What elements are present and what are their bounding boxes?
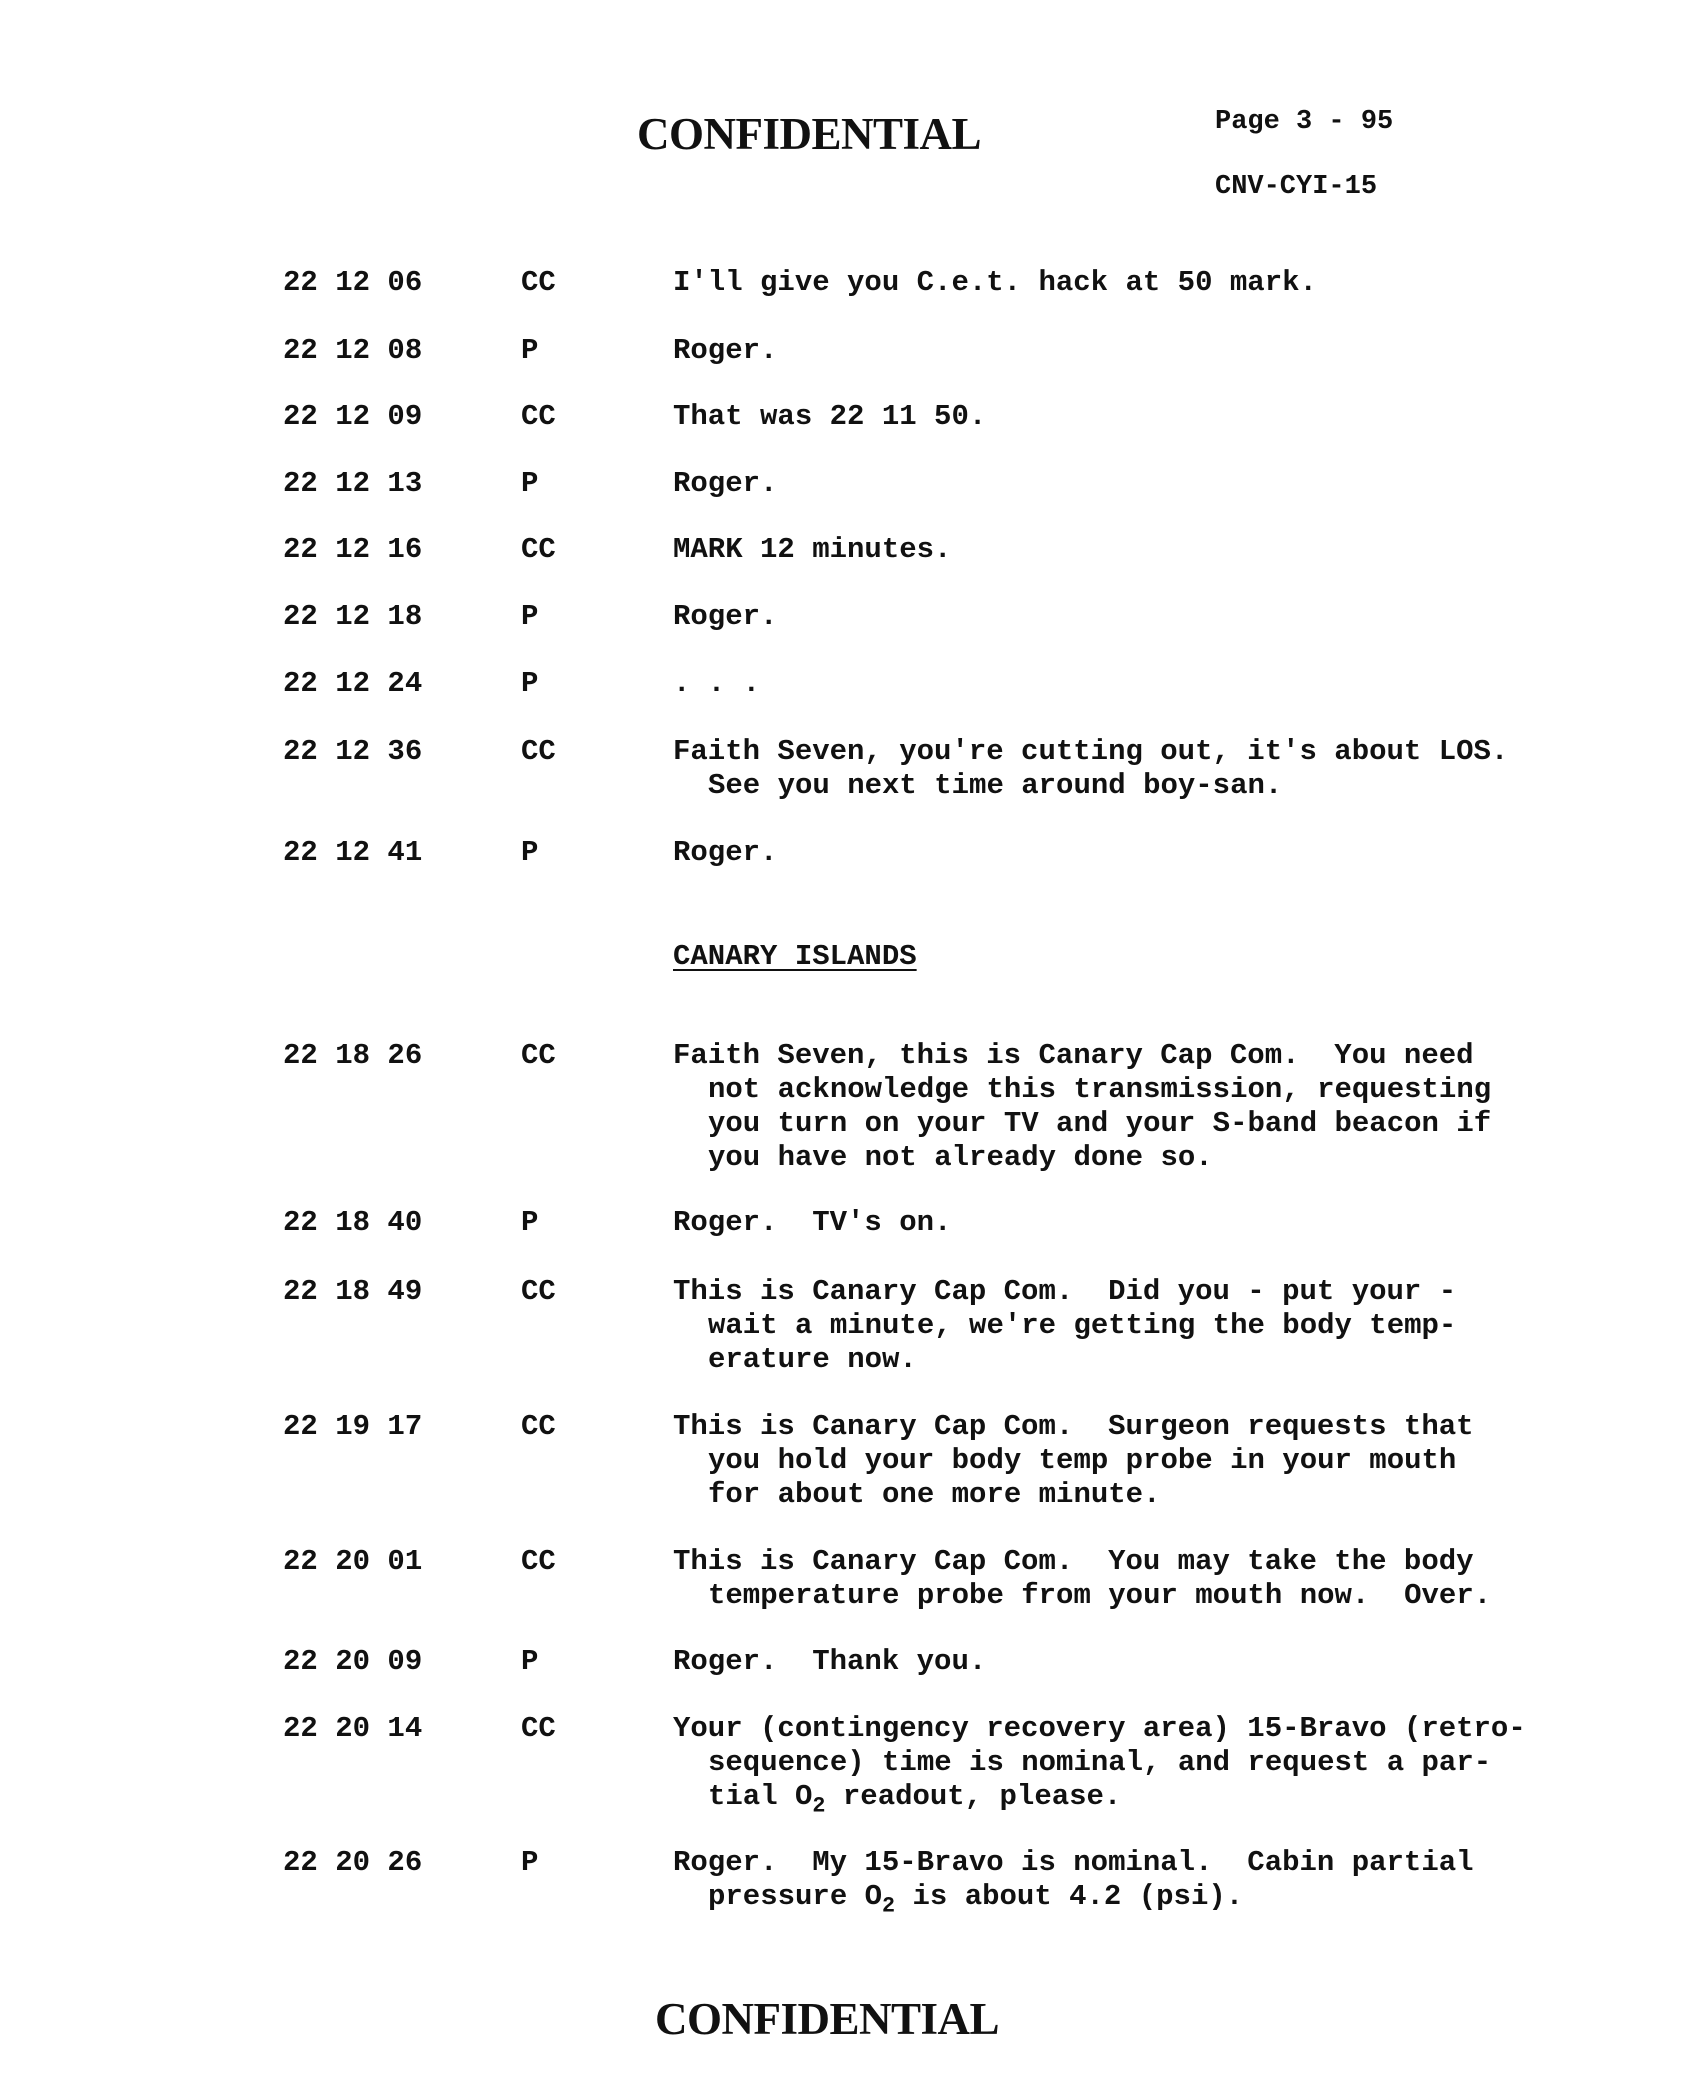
entry-time: 22 19 17 [283,1410,423,1443]
message-line: MARK 12 minutes. [673,533,952,566]
entry-message [673,735,1533,803]
entry-time: 22 12 09 [283,400,423,433]
entry-speaker: CC [521,1712,556,1745]
entry-time: 22 18 40 [283,1206,423,1239]
message-line [673,1880,1533,1919]
entry-time: 22 18 26 [283,1039,423,1072]
message-fragment: is about 4.2 (psi). [895,1880,1244,1913]
entry-speaker: CC [521,1039,556,1072]
message-line: erature now. [708,1343,917,1376]
message-line: That was 22 11 50. [673,400,987,433]
entry-speaker: CC [521,1275,556,1308]
entry-message [673,467,1533,501]
entry-message [673,400,1533,434]
entry-time: 22 12 18 [283,600,423,633]
page-number: Page 3 - 95 [1215,107,1394,137]
message-line: for about one more minute. [708,1478,1161,1511]
message-line: This is Canary Cap Com. Did you - put your - [673,1275,1457,1308]
entry-speaker: CC [521,1545,556,1578]
message-line: See you next time around boy-san. [708,769,1283,802]
entry-time: 22 12 13 [283,467,423,500]
message-line: Faith Seven, this is Canary Cap Com. You need [673,1039,1474,1072]
classification-header: CONFIDENTIAL [637,109,982,159]
entry-time: 22 20 14 [283,1712,423,1745]
entry-message [673,334,1533,368]
message-line: Your (contingency recovery area) 15-Bravo (retro- [673,1712,1526,1745]
message-fragment: readout, please. [825,1780,1122,1813]
entry-speaker: P [521,1206,539,1239]
message-line: Roger. [673,836,778,869]
message-line: Faith Seven, you're cutting out, it's about LOS. [673,735,1509,768]
message-line: Roger. [673,600,778,633]
entry-time: 22 20 09 [283,1645,423,1678]
message-line: you hold your body temp probe in your mouth [708,1444,1457,1477]
entry-speaker: P [521,600,539,633]
entry-message [673,266,1533,300]
message-line: This is Canary Cap Com. You may take the body [673,1545,1474,1578]
message-line: Roger. [673,334,778,367]
entry-message [673,1206,1533,1240]
message-line: you turn on your TV and your S-band beacon if [708,1107,1492,1140]
message-line [673,1780,1533,1819]
message-fragment: tial O [708,1780,813,1813]
entry-time: 22 12 41 [283,836,423,869]
entry-time: 22 18 49 [283,1275,423,1308]
entry-message [673,836,1533,870]
subscript: 2 [882,1893,896,1919]
entry-speaker: CC [521,266,556,299]
message-line: Roger. TV's on. [673,1206,952,1239]
subscript: 2 [812,1793,826,1819]
entry-time: 22 12 36 [283,735,423,768]
entry-message [673,1846,1533,1919]
entry-time: 22 12 06 [283,266,423,299]
entry-speaker: CC [521,1410,556,1443]
message-line: sequence) time is nominal, and request a par- [708,1746,1492,1779]
entry-message [673,667,1533,701]
entry-message [673,1275,1533,1377]
entry-speaker: CC [521,400,556,433]
entry-speaker: P [521,836,539,869]
message-line: I'll give you C.e.t. hack at 50 mark. [673,266,1317,299]
entry-speaker: P [521,334,539,367]
message-line: Roger. Thank you. [673,1645,987,1678]
message-line: Roger. My 15-Bravo is nominal. Cabin partial [673,1846,1474,1879]
section-heading: CANARY ISLANDS [673,940,917,973]
message-line: you have not already done so. [708,1141,1213,1174]
message-line: temperature probe from your mouth now. Over. [708,1579,1492,1612]
entry-speaker: P [521,667,539,700]
classification-footer: CONFIDENTIAL [655,1994,1000,2044]
entry-time: 22 20 26 [283,1846,423,1879]
document-id: CNV-CYI-15 [1215,172,1378,202]
entry-time: 22 12 16 [283,533,423,566]
entry-message [673,1545,1533,1613]
entry-time: 22 20 01 [283,1545,423,1578]
entry-speaker: P [521,1846,539,1879]
entry-message [673,600,1533,634]
message-fragment: pressure O [708,1880,883,1913]
entry-speaker: P [521,1645,539,1678]
entry-message [673,533,1533,567]
entry-message [673,1039,1533,1175]
message-line: Roger. [673,467,778,500]
message-line: wait a minute, we're getting the body temp- [708,1309,1457,1342]
entry-time: 22 12 24 [283,667,423,700]
entry-message [673,1410,1533,1512]
entry-time: 22 12 08 [283,334,423,367]
entry-message [673,1712,1533,1819]
message-line: . . . [673,667,761,700]
message-line: not acknowledge this transmission, requesting [708,1073,1492,1106]
entry-speaker: CC [521,735,556,768]
entry-speaker: CC [521,533,556,566]
entry-message [673,1645,1533,1679]
message-line: This is Canary Cap Com. Surgeon requests that [673,1410,1474,1443]
entry-speaker: P [521,467,539,500]
